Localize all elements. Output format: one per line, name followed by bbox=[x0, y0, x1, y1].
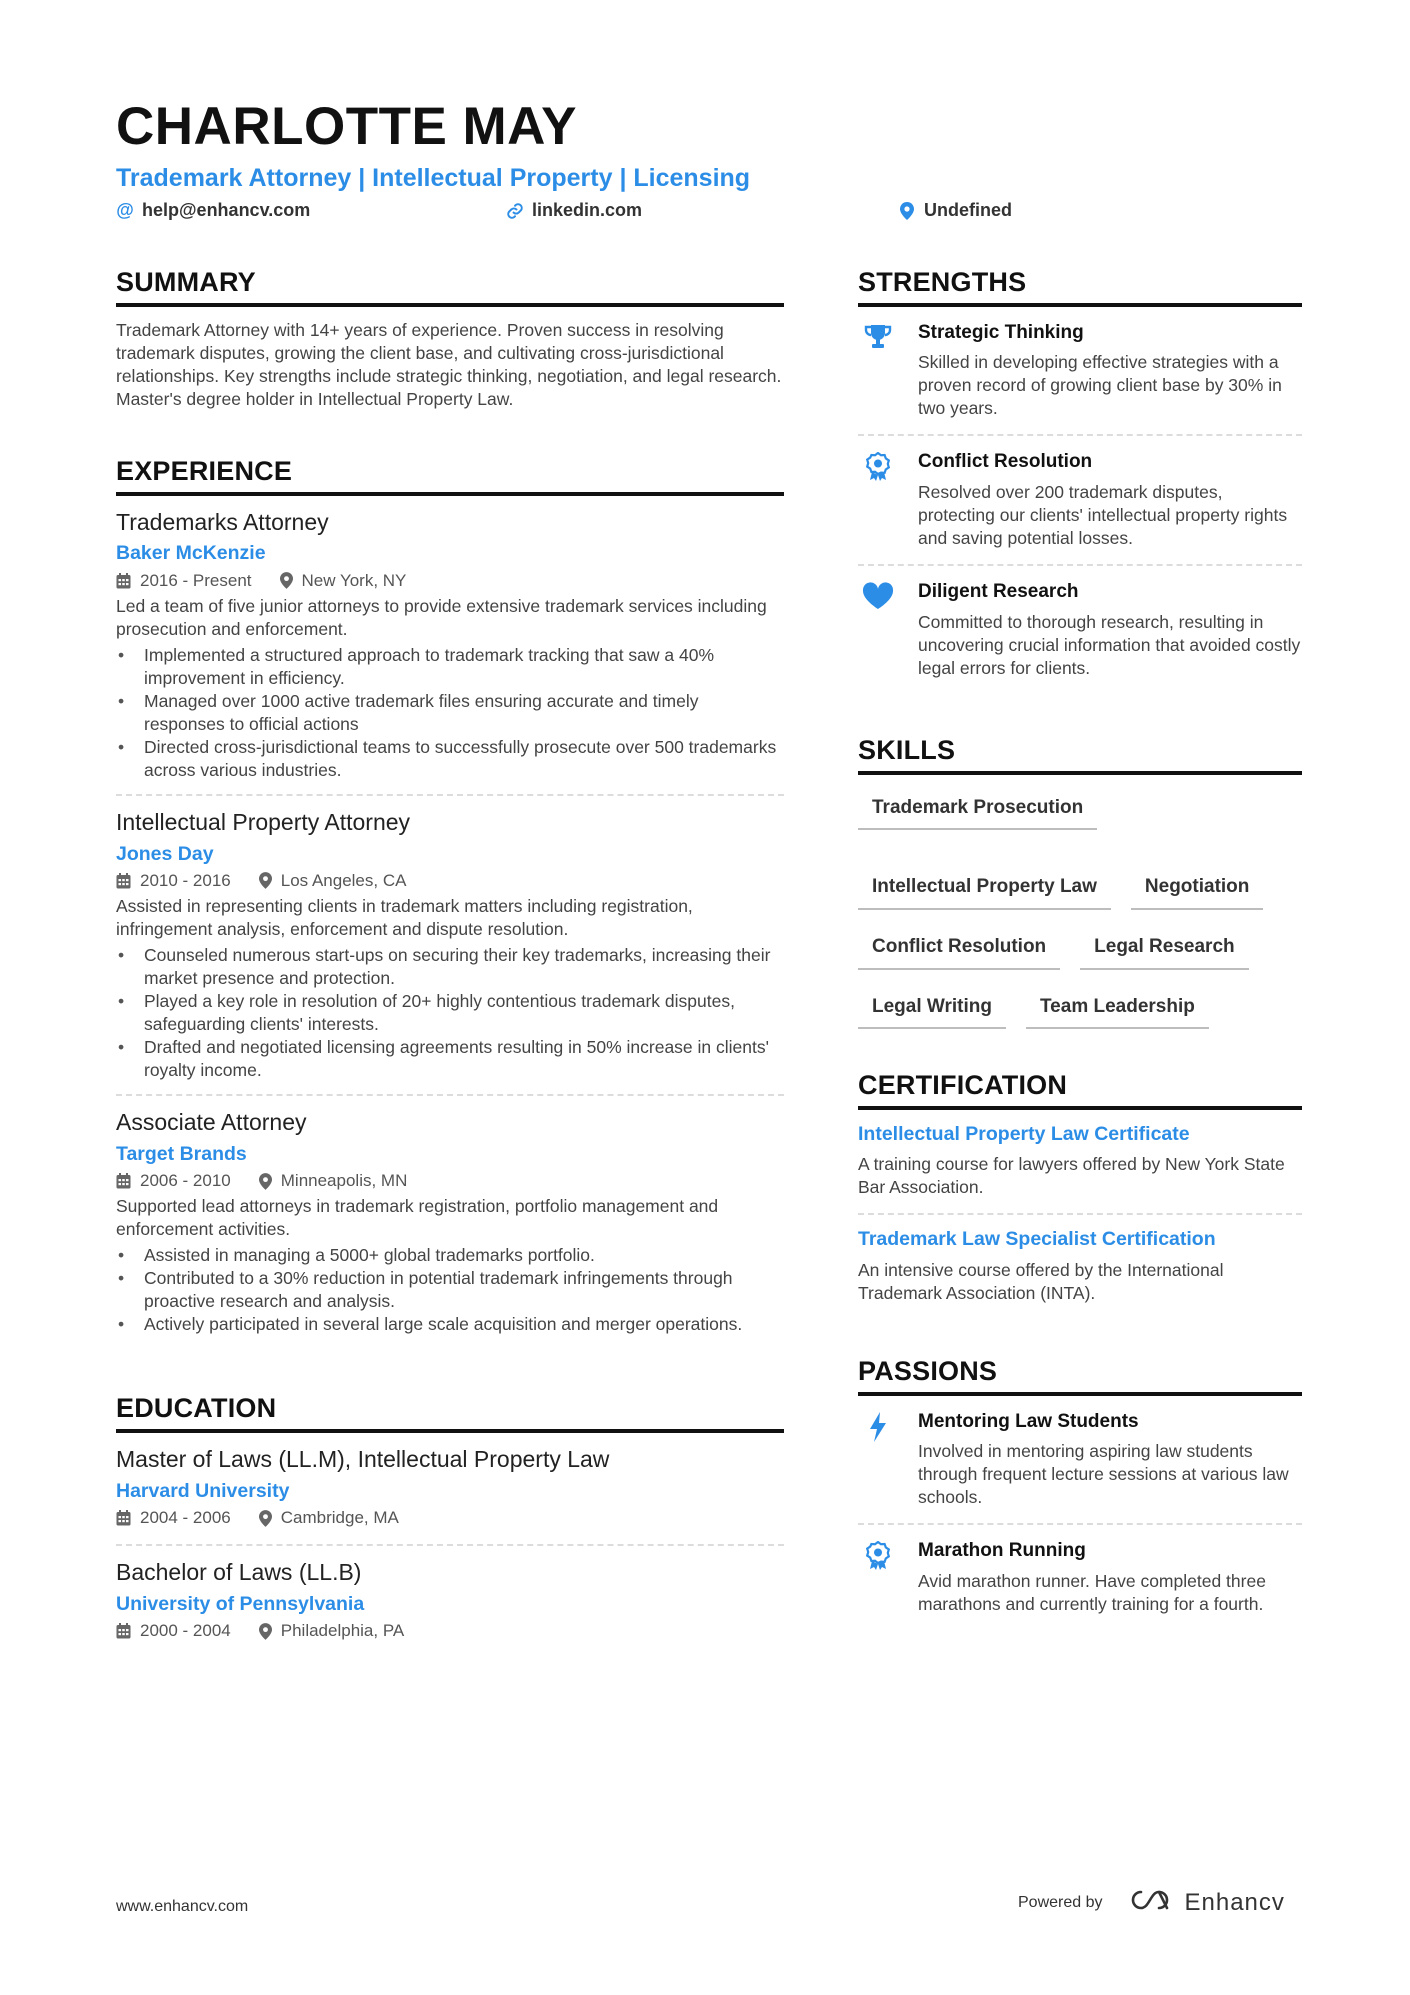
calendar-icon bbox=[116, 1623, 131, 1639]
contact-email[interactable] bbox=[116, 200, 310, 221]
skill-tag: Conflict Resolution bbox=[858, 930, 1060, 970]
education-title: EDUCATION bbox=[116, 1392, 784, 1433]
enhancv-logo[interactable] bbox=[1129, 1888, 1285, 1917]
job-bullets bbox=[116, 1244, 784, 1336]
job-description: Led a team of five junior attorneys to provide extensive trademark services including prosecution and enforcement. bbox=[116, 595, 767, 639]
left-column bbox=[116, 266, 784, 1657]
certification-title: CERTIFICATION bbox=[858, 1069, 1302, 1110]
job-dates: 2016 - Present bbox=[140, 570, 252, 590]
passion-item bbox=[858, 1525, 1302, 1630]
job-bullet: • Counseled numerous start-ups on securing their key trademarks, increasing their market presence and protection. bbox=[116, 944, 784, 990]
link-icon bbox=[506, 202, 524, 220]
summary-text: Trademark Attorney with 14+ years of experience. Proven success in resolving trademark disputes, growing the client base, and cultivating cross-jurisdictional relationships. Key strengths include strategic thinking, negotiation, and legal research. Master's degree holder in Intellectual Property Law. bbox=[116, 319, 782, 409]
job-description: Supported lead attorneys in trademark registration, portfolio management and enforcement activities. bbox=[116, 1196, 719, 1240]
job-bullet: • Contributed to a 30% reduction in potential trademark infringements through proactive research and analysis. bbox=[116, 1267, 784, 1313]
job-bullet: • Managed over 1000 active trademark files ensuring accurate and timely responses to official actions bbox=[116, 690, 784, 736]
skill-tag: Intellectual Property Law bbox=[858, 870, 1111, 910]
strength-item bbox=[858, 307, 1302, 437]
strengths-section bbox=[858, 266, 1302, 694]
job-bullet: • Implemented a structured approach to trademark tracking that saw a 40% improvement in efficiency. bbox=[116, 644, 784, 690]
job-title: Intellectual Property Attorney bbox=[116, 808, 411, 835]
certification-name: Trademark Law Specialist Certification bbox=[858, 1228, 1216, 1251]
education-dates: 2000 - 2004 bbox=[140, 1621, 231, 1641]
calendar-icon bbox=[116, 1173, 131, 1189]
experience-section bbox=[116, 455, 784, 1348]
degree-title: Master of Laws (LL.M), Intellectual Property Law bbox=[116, 1445, 610, 1472]
job-bullet: • Directed cross-jurisdictional teams to successfully prosecute over 500 trademarks across various industries. bbox=[116, 736, 784, 782]
education-location: Philadelphia, PA bbox=[280, 1621, 405, 1641]
experience-entry bbox=[116, 496, 784, 796]
candidate-name: CHARLOTTE MAY bbox=[116, 97, 577, 156]
passion-text: Avid marathon runner. Have completed three marathons and currently training for a fourth. bbox=[918, 1570, 1266, 1614]
certification-text: An intensive course offered by the International Trademark Association (INTA). bbox=[858, 1259, 1224, 1303]
skill-tag: Legal Writing bbox=[858, 990, 1006, 1030]
job-location: Minneapolis, MN bbox=[280, 1171, 408, 1191]
job-meta bbox=[116, 871, 784, 891]
map-pin-icon bbox=[280, 572, 293, 589]
enhancv-logo-icon bbox=[1129, 1888, 1175, 1917]
certification-item bbox=[858, 1215, 1302, 1318]
map-pin-icon bbox=[259, 872, 272, 889]
strength-text: Skilled in developing effective strategies with a proven record of growing client base by 30% in two years. bbox=[918, 352, 1282, 419]
experience-title: EXPERIENCE bbox=[116, 455, 784, 496]
passion-title: Marathon Running bbox=[918, 1540, 1086, 1562]
footer-branding bbox=[1018, 1888, 1285, 1917]
job-location: New York, NY bbox=[301, 570, 407, 590]
strength-title: Strategic Thinking bbox=[918, 321, 1084, 343]
strength-text: Committed to thorough research, resulting in uncovering crucial information that avoided costly legal errors for clients. bbox=[918, 611, 1301, 678]
certification-section bbox=[858, 1069, 1302, 1318]
strengths-title: STRENGTHS bbox=[858, 266, 1302, 307]
education-meta bbox=[116, 1508, 784, 1528]
contact-linkedin[interactable] bbox=[506, 200, 642, 221]
brand-name: Enhancv bbox=[1184, 1888, 1285, 1916]
job-title: Associate Attorney bbox=[116, 1108, 307, 1135]
skill-tag: Team Leadership bbox=[1026, 990, 1209, 1030]
job-description: Assisted in representing clients in trademark matters including registration, infringement analysis, enforcement and dispute resolution. bbox=[116, 895, 693, 939]
at-sign-icon: @ bbox=[116, 200, 134, 220]
contact-email-text: help@enhancv.com bbox=[142, 200, 311, 220]
award-icon bbox=[858, 1539, 898, 1616]
candidate-tagline: Trademark Attorney | Intellectual Property | Licensing bbox=[116, 164, 751, 192]
education-entry bbox=[116, 1433, 784, 1546]
skill-tag: Legal Research bbox=[1080, 930, 1248, 970]
education-location: Cambridge, MA bbox=[280, 1508, 399, 1528]
school-name: University of Pennsylvania bbox=[116, 1593, 365, 1616]
job-meta bbox=[116, 1171, 784, 1191]
job-company: Jones Day bbox=[116, 842, 214, 865]
skills-list bbox=[858, 791, 1302, 1030]
skills-section bbox=[858, 734, 1302, 1030]
job-bullet: • Actively participated in several large scale acquisition and merger operations. bbox=[116, 1313, 784, 1336]
strength-item bbox=[858, 566, 1302, 694]
award-icon bbox=[858, 450, 898, 550]
school-name: Harvard University bbox=[116, 1479, 290, 1502]
passion-item bbox=[858, 1396, 1302, 1526]
certification-text: A training course for lawyers offered by New York State Bar Association. bbox=[858, 1154, 1285, 1198]
education-meta bbox=[116, 1621, 784, 1641]
strength-title: Conflict Resolution bbox=[918, 451, 1093, 473]
job-bullets bbox=[116, 644, 784, 782]
contact-location-text: Undefined bbox=[924, 200, 1012, 220]
passions-title: PASSIONS bbox=[858, 1355, 1302, 1396]
strength-item bbox=[858, 436, 1302, 566]
footer-website[interactable]: www.enhancv.com bbox=[116, 1898, 249, 1915]
map-pin-icon bbox=[259, 1510, 272, 1527]
map-pin-icon bbox=[898, 202, 916, 220]
job-location: Los Angeles, CA bbox=[280, 870, 407, 890]
bolt-icon bbox=[858, 1410, 898, 1510]
experience-entry bbox=[116, 796, 784, 1096]
degree-title: Bachelor of Laws (LL.B) bbox=[116, 1559, 362, 1586]
trophy-icon bbox=[858, 321, 898, 421]
right-column bbox=[858, 266, 1302, 1630]
skills-title: SKILLS bbox=[858, 734, 1302, 775]
strength-title: Diligent Research bbox=[918, 581, 1079, 603]
certification-name: Intellectual Property Law Certificate bbox=[858, 1123, 1190, 1146]
job-bullet: • Assisted in managing a 5000+ global trademarks portfolio. bbox=[116, 1244, 784, 1267]
contact-linkedin-text: linkedin.com bbox=[532, 200, 643, 220]
job-dates: 2010 - 2016 bbox=[140, 870, 231, 890]
powered-by-label: Powered by bbox=[1018, 1893, 1103, 1911]
job-meta bbox=[116, 571, 784, 591]
summary-section bbox=[116, 266, 784, 411]
certification-item bbox=[858, 1110, 1302, 1215]
job-bullet: • Drafted and negotiated licensing agreements resulting in 50% increase in clients' royalty income. bbox=[116, 1036, 784, 1082]
map-pin-icon bbox=[259, 1623, 272, 1640]
skill-tag: Trademark Prosecution bbox=[858, 791, 1097, 831]
experience-entry bbox=[116, 1096, 784, 1348]
contact-location bbox=[898, 200, 1012, 221]
job-company: Target Brands bbox=[116, 1142, 247, 1165]
calendar-icon bbox=[116, 573, 131, 589]
job-title: Trademarks Attorney bbox=[116, 508, 329, 535]
calendar-icon bbox=[116, 1510, 131, 1526]
strength-text: Resolved over 200 trademark disputes, protecting our clients' intellectual property rights and saving potential losses. bbox=[918, 482, 1288, 549]
job-bullets bbox=[116, 944, 784, 1082]
education-dates: 2004 - 2006 bbox=[140, 1508, 231, 1528]
job-bullet: • Played a key role in resolution of 20+ highly contentious trademark disputes, safeguarding clients' interests. bbox=[116, 990, 784, 1036]
job-company: Baker McKenzie bbox=[116, 542, 266, 565]
passions-section bbox=[858, 1355, 1302, 1630]
job-dates: 2006 - 2010 bbox=[140, 1171, 231, 1191]
skill-tag: Negotiation bbox=[1131, 870, 1264, 910]
education-section bbox=[116, 1392, 784, 1657]
passion-title: Mentoring Law Students bbox=[918, 1410, 1139, 1432]
passion-text: Involved in mentoring aspiring law students through frequent lecture sessions at various law schools. bbox=[918, 1441, 1289, 1508]
calendar-icon bbox=[116, 873, 131, 889]
heart-icon bbox=[858, 580, 898, 680]
map-pin-icon bbox=[259, 1173, 272, 1190]
summary-title: SUMMARY bbox=[116, 266, 784, 307]
education-entry bbox=[116, 1546, 784, 1657]
